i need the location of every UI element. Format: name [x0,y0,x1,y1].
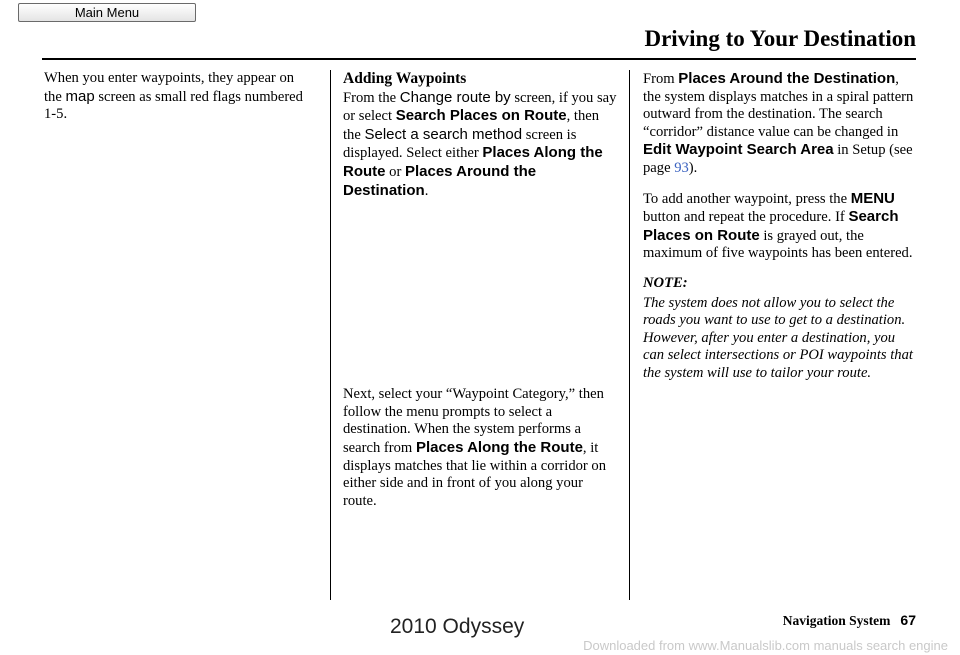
page-number: 67 [900,612,916,628]
model-watermark: 2010 Odyssey [390,615,525,638]
note-label: NOTE: [643,274,688,291]
change-route-term: Change route by [399,88,511,106]
select-method-term: Select a search method [364,125,523,143]
footer-page-info [783,612,916,629]
column-divider-2 [629,70,630,600]
col2-paragraph-1: From the Change route by screen, if you say or select Search Places on Route, then the Select a search method screen is displayed. Select either Places Along the Route or Places Around the Destination. [343,88,617,199]
title-rule [42,58,916,60]
main-menu-button[interactable]: Main Menu [18,3,196,22]
places-around-term: Places Around the Destination [343,162,537,199]
note-text: The system does not allow you to select the roads you want to use to get to a destination. However, after you enter a destination, you can select intersections or POI waypoints that the system will use to tailor your route. [643,294,913,381]
section-heading: Adding Waypoints [343,70,467,87]
places-along-term: Places Along the Route [343,144,603,180]
column-1 [44,70,314,132]
col1-paragraph: When you enter waypoints, they appear on the map screen as small red flags numbered 1-5. [44,70,303,123]
footer-section: Navigation System [782,613,891,628]
search-places-term-3: Search Places on Route [643,208,899,244]
places-around-term-3: Places Around the Destination [678,70,896,87]
col3-paragraph-1: From Places Around the Destination, the system displays matches in a spiral pattern outward from the destination. The search “corridor” distance value can be changed in Edit Waypoint Search Area in Setup (see page 93). [643,70,914,176]
column-3 [643,70,918,391]
edit-waypoint-term: Edit Waypoint Search Area [643,141,834,159]
menu-button-term: MENU [850,189,895,207]
places-along-term-2: Places Along the Route [415,438,583,456]
col2-paragraph-2: Next, select your “Waypoint Category,” then follow the menu prompts to select a destination. When the system performs a search from Places Along the Route, it displays matches that lie within a corridor on either side and in front of you along your route. [343,386,607,509]
page-93-link[interactable]: 93 [674,159,689,176]
page-title: Driving to Your Destination [644,26,916,51]
column-divider-1 [330,70,331,600]
map-screen-term: map [65,87,95,105]
col3-paragraph-2: To add another waypoint, press the MENU button and repeat the procedure. If Search Places on Route is grayed out, the maximum of five waypoints has been entered. [643,189,913,262]
site-watermark: Downloaded from www.Manualslib.com manuals search engine [583,638,948,653]
column-2 [343,70,618,518]
search-places-term: Search Places on Route [395,107,567,125]
